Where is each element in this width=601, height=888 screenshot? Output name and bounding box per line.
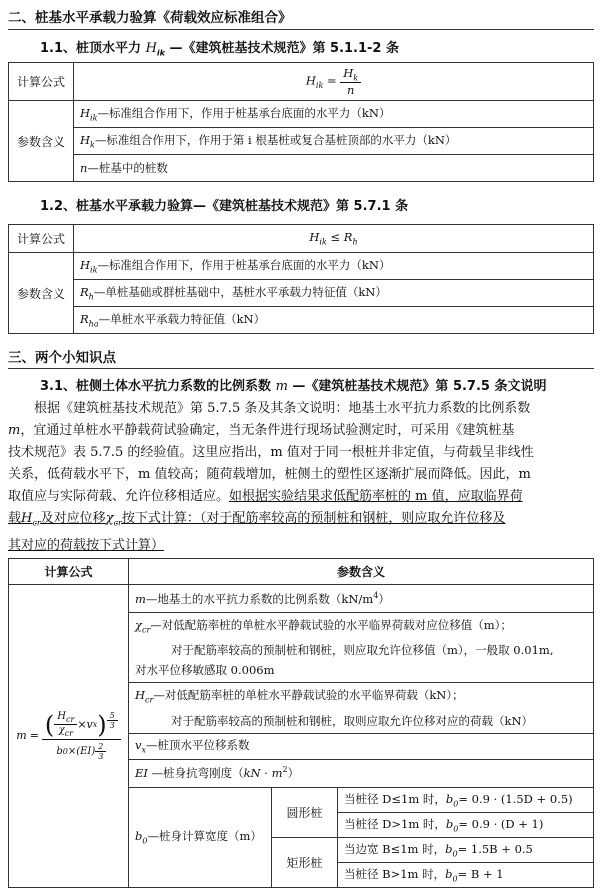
rect-cond-2: 当桩径 B>1m 时，$b_0= B + 1$ <box>338 862 594 887</box>
param-h-cr: $H_{cr}—$对低配筋率桩的单桩水平静载试验的水平临界荷载（kN）； 对于配筋率较高的预制桩和钢桩，取则应取允许位移对应的荷载（kN） <box>129 683 594 733</box>
circle-cond-2: 当桩径 D>1m 时，$b_0= 0.9 \cdot (D + 1)$ <box>338 812 594 837</box>
formula-cell: $H_{ik}$ = $\frac{H_k}{n}$ <box>74 63 594 101</box>
section3-rule <box>8 368 594 369</box>
formula-label: 计算公式 <box>9 225 74 253</box>
param-b0: $b_0—$桩身计算宽度（m） <box>129 787 272 887</box>
param-chi-cr: $\chi_{cr}—$对低配筋率桩的单桩水平静载试验的水平临界荷载对应位移值（m）； 对于配筋率较高的预制桩和钢桩，则应取允许位移值（m），一般取 0.01m, 对水平位移敏感取 0.006m <box>129 613 594 683</box>
param-ei: EI —桩身抗弯刚度$(kN \cdot m^2)$ <box>129 759 594 787</box>
param-vx: $v_x—$桩顶水平位移系数 <box>129 733 594 759</box>
section2-2-title: 1.2、桩基水平承载力验算—《建筑桩基技术规范》第 5.7.1 条 <box>40 199 409 214</box>
m-formula: m = ( $\frac{H_{cr}}{\chi_{cr}}$ × v x ) $\frac{5}{3}$ b 0 ×(EI) $\frac{2}{3}$ <box>9 585 129 888</box>
circle-cond-1: 当桩径 D≤1m 时，$b_0= 0.9 \cdot (1.5D + 0.5)$ <box>338 787 594 812</box>
param-row: $R_h—$单桩基础或群桩基础中，基桩水平承载力特征值（kN） <box>74 280 594 307</box>
table-1-2 <box>8 224 594 334</box>
col-header-formula: 计算公式 <box>9 559 129 585</box>
param-row: $H_k—$标准组合作用下，作用于第 i 根基桩或复合基桩顶部的水平力（kN） <box>74 128 594 155</box>
table-3-1 <box>8 558 594 888</box>
table-1-1 <box>8 62 594 182</box>
explanation-paragraph: 根据《建筑桩基技术规范》第 5.7.5 条及其条文说明：地基土水平抗力系数的比例系数 m，宜通过单桩水平静载荷试验确定，当无条件进行现场试验测定时，可采用《建筑桩基 技术规范》表 5.7.5 的经验值。这里应指出，m 值对于同一根桩并非定值，与荷载呈非线性 关系，低荷载水平下，m 值较高；随荷载增加，桩侧土的塑性区逐渐扩展而降低。因此，m 取值应与实际荷载、允许位移相适应。如根据实验结果求低配筋率桩的 m 值，应取临界荷 载$H_{cr}$及对应位移$\chi_{cr}$按下式计算：（对于配筋率较高的预制桩和钢桩，则应取允许位移及 其对应的荷载按下式计算） <box>8 401 534 553</box>
param-row: $R_{ha}—$单桩水平承载力特征值（kN） <box>74 307 594 334</box>
section2-1-title: 1.1、桩顶水平力 $H_{ik}$ —《建筑桩基技术规范》第 5.1.1-2 条 <box>40 41 400 58</box>
section2-rule <box>8 29 594 30</box>
formula-label: 计算公式 <box>9 63 74 101</box>
section2-title: 二、桩基水平承载力验算《荷载效应标准组合》 <box>8 10 292 26</box>
rect-pile-label: 矩形桩 <box>272 837 338 887</box>
param-row: $H_{ik}—$标准组合作用下，作用于桩基承台底面的水平力（kN） <box>74 101 594 128</box>
param-label: 参数含义 <box>9 253 74 334</box>
formula-cell: $H_{ik} \le R_h$ <box>74 225 594 253</box>
section3-1-title: 3.1、桩侧土体水平抗力系数的比例系数 m —《建筑桩基技术规范》第 5.7.5 条文说明 <box>40 379 547 394</box>
col-header-params: 参数含义 <box>129 559 594 585</box>
param-row: $H_{ik}—$标准组合作用下，作用于桩基承台底面的水平力（kN） <box>74 253 594 280</box>
circle-pile-label: 圆形桩 <box>272 787 338 837</box>
rect-cond-1: 当边宽 B≤1m 时，$b_0= 1.5B + 0.5$ <box>338 837 594 862</box>
param-m: m—地基土的水平抗力系数的比例系数$(kN/m^4)$ <box>129 585 594 613</box>
param-row: n—桩基中的桩数 <box>74 155 594 182</box>
param-label: 参数含义 <box>9 101 74 182</box>
section3-title: 三、两个小知识点 <box>8 350 116 366</box>
fraction: $\frac{H_k}{n}$ <box>340 66 361 97</box>
